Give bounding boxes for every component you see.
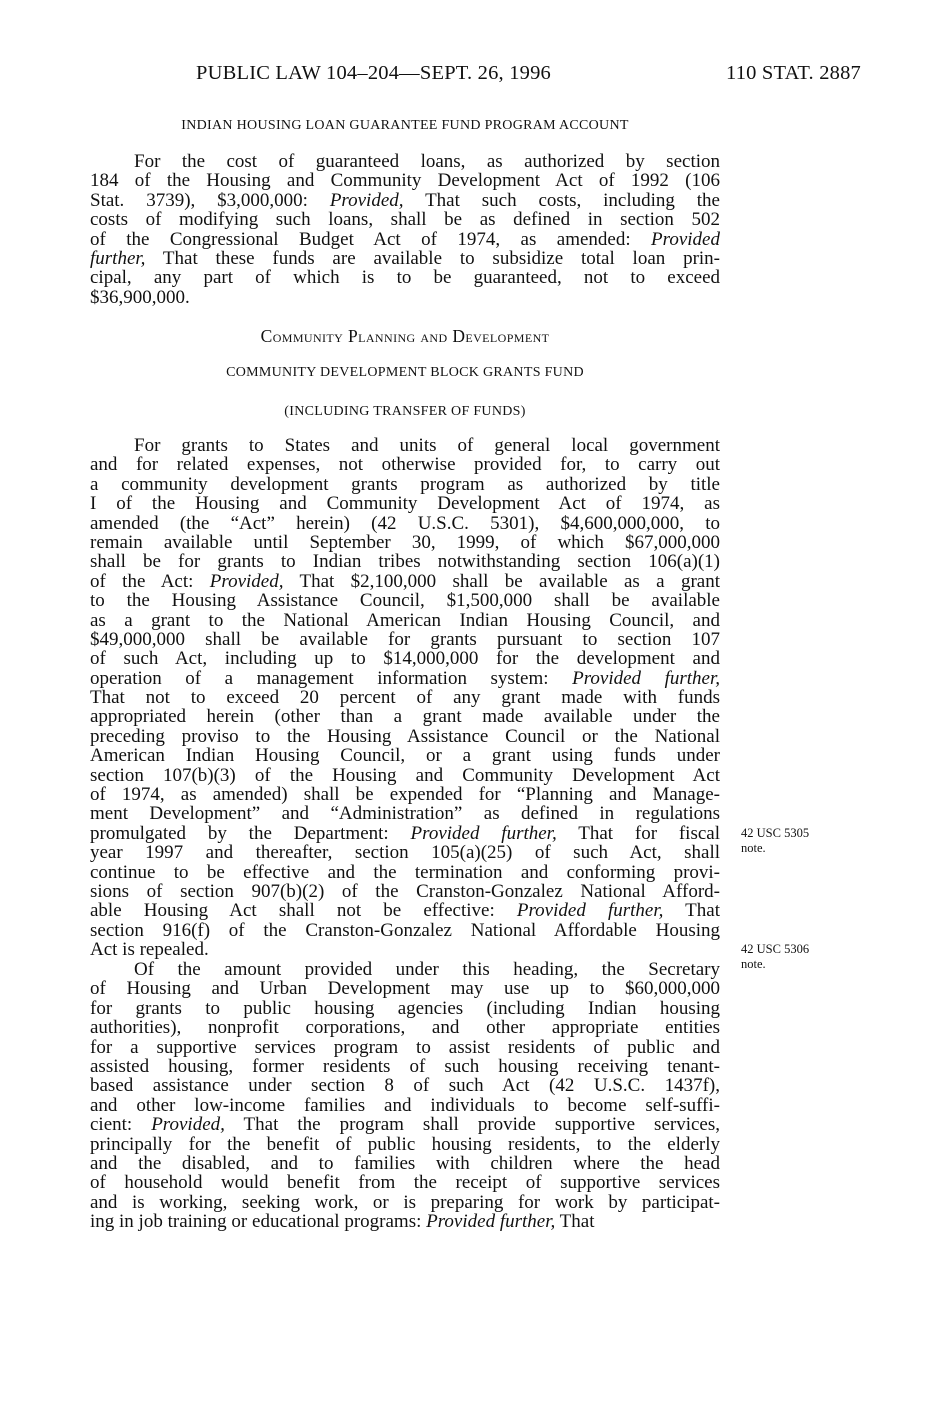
text-run: assisted housing, former residents of such housing receiving tenant- [90, 1055, 720, 1077]
text-run: based assistance under section 8 of such Act (42 U.S.C. 1437f), [90, 1075, 720, 1097]
margin-note-label: note. [741, 841, 766, 855]
heading-community-planning: Community Planning and Development [260, 326, 550, 346]
text-run: and the disabled, and to families with children where the head [90, 1152, 720, 1174]
text-run: and for related expenses, not otherwise provided for, to carry out [90, 454, 720, 476]
text-run: Act is repealed. [90, 939, 209, 961]
text-run: principally for the benefit of public housing residents, to the elderly [90, 1133, 720, 1155]
text-run: ment Development” and “Administration” as defined in regulations [90, 803, 720, 825]
proviso-italic: Provided further, [410, 822, 557, 844]
text-run: to the Housing Assistance Council, $1,500,000 shall be available [90, 590, 720, 612]
text-line [90, 824, 720, 843]
heading-loan-guarantee-account: INDIAN HOUSING LOAN GUARANTEE FUND PROGRAM ACCOUNT [181, 118, 629, 133]
text-line [90, 494, 720, 513]
paragraph-loan-guarantee [90, 152, 720, 307]
text-line [90, 707, 720, 726]
text-run: $49,000,000 shall be available for grants pursuant to section 107 [90, 628, 720, 650]
text-line [90, 1057, 720, 1076]
text-line [90, 1212, 720, 1231]
text-run: shall be for grants to Indian tribes notwithstanding section 106(a)(1) [90, 551, 720, 573]
text-run: of Housing and Urban Development may use up to $60,000,000 [90, 978, 720, 1000]
margin-note-citation: 42 USC 5305 [741, 826, 810, 840]
text-line [90, 940, 720, 959]
text-run: That for fiscal [556, 822, 720, 844]
text-run: That not to exceed 20 percent of any grant made with funds [90, 687, 720, 709]
paragraph-cdbg-appropriation [90, 436, 720, 960]
margin-note-5305 [741, 826, 809, 856]
text-line [90, 960, 720, 979]
text-run: For the cost of guaranteed loans, as authorized by section [134, 151, 720, 172]
text-run: of household would benefit from the receipt of supportive services [90, 1172, 720, 1194]
text-line [90, 210, 720, 229]
text-line [90, 152, 720, 171]
text-run: That such costs, including the [403, 189, 720, 211]
text-run: Stat. 3739), $3,000,000: [90, 189, 330, 211]
text-line [90, 514, 720, 533]
text-run: cient: [90, 1114, 152, 1136]
text-line [90, 230, 720, 249]
text-line [90, 804, 720, 823]
text-run: appropriated herein (other than a grant made available under the [90, 706, 720, 728]
text-line [90, 746, 720, 765]
text-line [90, 843, 720, 862]
text-run: That [555, 1211, 595, 1233]
text-line [90, 669, 720, 688]
running-head [196, 62, 861, 92]
proviso-italic: Provided further, [572, 667, 720, 689]
text-run: $36,900,000. [90, 286, 190, 308]
text-line [90, 191, 720, 210]
text-line [90, 1193, 720, 1212]
text-line [90, 1115, 720, 1134]
margin-note-citation: 42 USC 5306 [741, 942, 810, 956]
text-run: ing in job training or educational programs: [90, 1211, 427, 1233]
text-run: section 107(b)(3) of the Housing and Community Development Act [90, 764, 720, 786]
text-run: for grants to public housing agencies (including Indian housing [90, 997, 720, 1019]
text-line [90, 171, 720, 190]
text-run: American Indian Housing Council, or a grant using funds under [90, 745, 720, 767]
text-run: I of the Housing and Community Development Act of 1974, as [90, 493, 720, 515]
text-line [90, 1038, 720, 1057]
text-run: sions of section 907(b)(2) of the Cranston-Gonzalez National Afford- [90, 880, 720, 902]
text-run: For grants to States and units of general local government [134, 435, 720, 456]
text-line [90, 533, 720, 552]
text-run: operation of a management information system: [90, 667, 573, 689]
proviso-italic: Provided, [151, 1114, 225, 1136]
text-run: section 916(f) of the Cranston-Gonzalez National Affordable Housing [90, 919, 720, 941]
text-run: Of the amount provided under this heading, the Secretary [134, 959, 720, 980]
text-line [90, 268, 720, 287]
text-line [90, 863, 720, 882]
text-run: cipal, any part of which is to be guaranteed, not to exceed [90, 267, 720, 289]
text-line [90, 727, 720, 746]
text-line [90, 552, 720, 571]
text-run: That these funds are available to subsidize total loan prin- [145, 247, 720, 269]
text-run: authorities), nonprofit corporations, and other appropriate entities [90, 1017, 720, 1039]
text-run: a community development grants program as authorized by title [90, 473, 720, 495]
text-line [90, 591, 720, 610]
text-line [90, 921, 720, 940]
text-line [90, 1154, 720, 1173]
text-run: That the program shall provide supportive services, [224, 1114, 720, 1136]
proviso-italic: Provided, [329, 189, 404, 211]
proviso-italic: Provided further, [516, 900, 664, 922]
text-line [90, 1018, 720, 1037]
text-run: That [663, 900, 720, 922]
text-line [90, 1173, 720, 1192]
text-line [90, 611, 720, 630]
text-line [90, 1076, 720, 1095]
proviso-italic: Provided further, [426, 1211, 556, 1233]
text-run: amended (the “Act” herein) (42 U.S.C. 5301), $4,600,000,000, to [90, 512, 720, 534]
margin-note-label: note. [741, 957, 766, 971]
text-run: costs of modifying such loans, shall be as defined in section 502 [90, 209, 720, 231]
running-head-page-number: 110 STAT. 2887 [726, 62, 861, 84]
text-line [90, 1096, 720, 1115]
text-run: That $2,100,000 shall be available as a grant [283, 570, 720, 592]
text-line [90, 1135, 720, 1154]
text-run: 184 of the Housing and Community Development Act of 1992 (106 [90, 170, 720, 192]
text-run: and is working, seeking work, or is preparing for work by participat- [90, 1191, 720, 1213]
text-run: and other low-income families and individuals to become self-suffi- [90, 1094, 720, 1116]
proviso-italic: Provided, [209, 570, 284, 592]
text-run: for a supportive services program to assist residents of public and [90, 1036, 720, 1058]
text-line [90, 630, 720, 649]
text-run: promulgated by the Department: [90, 822, 411, 844]
text-line [90, 249, 720, 268]
text-line [90, 999, 720, 1018]
text-line [90, 436, 720, 455]
text-line [90, 688, 720, 707]
text-run: of the Act: [90, 570, 210, 592]
paragraph-supportive-services [90, 960, 720, 1231]
running-head-citation: PUBLIC LAW 104–204—SEPT. 26, 1996 [196, 62, 551, 84]
margin-note-5306 [741, 942, 809, 972]
text-run: preceding proviso to the Housing Assistance Council or the National [90, 725, 720, 747]
text-run: year 1997 and thereafter, section 105(a)(25) of such Act, shall [90, 842, 720, 864]
proviso-italic: Provided [651, 228, 720, 250]
text-line [90, 455, 720, 474]
text-line [90, 979, 720, 998]
text-line [90, 766, 720, 785]
text-run: as a grant to the National American Indian Housing Council, and [90, 609, 720, 631]
text-line [90, 901, 720, 920]
text-line [90, 649, 720, 668]
text-run: of such Act, including up to $14,000,000 for the development and [90, 648, 720, 670]
heading-transfer-of-funds: (INCLUDING TRANSFER OF FUNDS) [284, 404, 526, 419]
text-line [90, 475, 720, 494]
text-run: able Housing Act shall not be effective: [90, 900, 517, 922]
text-run: continue to be effective and the termination and conforming provi- [90, 861, 720, 883]
text-line [90, 785, 720, 804]
heading-cdbg-fund: COMMUNITY DEVELOPMENT BLOCK GRANTS FUND [226, 365, 584, 380]
proviso-italic: further, [90, 247, 146, 269]
text-line [90, 572, 720, 591]
text-run: of the Congressional Budget Act of 1974, as amended: [90, 228, 652, 250]
text-run: of 1974, as amended) shall be expended for “Planning and Manage- [90, 784, 720, 806]
text-run: remain available until September 30, 1999, of which $67,000,000 [90, 531, 720, 553]
text-line [90, 288, 720, 307]
text-line [90, 882, 720, 901]
